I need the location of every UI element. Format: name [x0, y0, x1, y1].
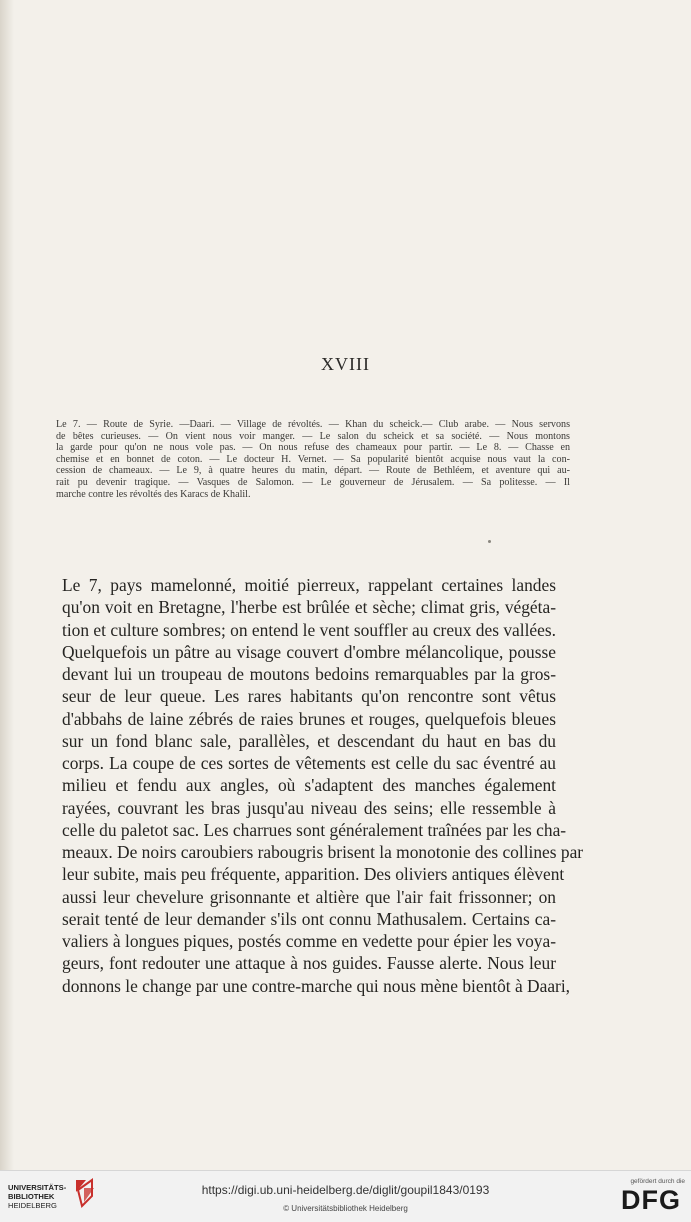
body-line: Le 7, pays mamelonné, moitié pierreux, rappelant certaines landes — [62, 575, 556, 595]
library-name-line: BIBLIOTHEK — [8, 1192, 55, 1201]
viewer-footer — [0, 1170, 691, 1222]
body-line: aussi leur chevelure grisonnante et altière que l'air fait frissonner; on — [62, 886, 556, 907]
library-name-line: HEIDELBERG — [8, 1201, 57, 1210]
body-line: devant lui un troupeau de moutons bedoins remarquables par la gros- — [62, 664, 556, 684]
body-line: sur un fond blanc sale, parallèles, et descendant du haut en bas du — [62, 730, 556, 751]
body-line: d'abbahs de laine zébrés de raies brunes et rouges, quelquefois bleues — [62, 708, 556, 729]
body-paragraph — [62, 574, 584, 997]
body-line: corps. La coupe de ces sortes de vêtements est celle du sac éventré au — [62, 753, 556, 773]
summary-line: marche contre les révoltés des Karacs de Khalil. — [56, 488, 251, 500]
body-line: leur subite, mais peu fréquente, apparition. Des oliviers antiques élèvent — [62, 864, 565, 885]
body-line: meaux. De noirs caroubiers rabougris brisent la monotonie des collines par — [62, 842, 584, 862]
body-line: Quelquefois un pâtre au visage couvert d'ombre mélancolique, pousse — [62, 641, 556, 662]
funding-caption: gefördert durch die — [630, 1178, 685, 1185]
dfg-logo-icon[interactable]: DFG — [621, 1185, 681, 1215]
summary-line: Le 7. — Route de Syrie. —Daari. — Village de révoltés. — Khan du scheick.— Club arabe. — Nous servons — [56, 419, 570, 430]
summary-line: rait pu devenir tragique. — Vasques de Salomon. — Le gouverneur de Jérusalem. — Sa politesse. — Il — [56, 476, 570, 488]
chapter-number: XVIII — [321, 354, 370, 374]
chapter-summary — [56, 419, 570, 500]
print-speck — [488, 540, 491, 543]
body-line: milieu et fendu aux angles, où s'adaptent des manches également — [62, 775, 556, 796]
body-line: serait tenté de leur demander s'ils ont connu Mathusalem. Certains ca- — [62, 908, 556, 929]
body-line: donnons le change par une contre-marche qui nous mène bientôt à Daari, — [62, 975, 571, 996]
body-line: tion et culture sombres; on entend le vent souffler au creux des vallées. — [62, 619, 556, 640]
summary-line: chemise et en bonnet de coton. — Le docteur H. Vernet. — Sa popularité bientôt acquise nous vaut la con- — [56, 453, 570, 465]
permalink-url[interactable]: https://digi.ub.uni-heidelberg.de/diglit/goupil1843/0193 — [201, 1183, 490, 1197]
library-name-line: UNIVERSITÄTS- — [8, 1183, 67, 1192]
copyright-notice: © Universitätsbibliothek Heidelberg — [283, 1204, 408, 1213]
body-line: geurs, font redouter une attaque à nos guides. Fausse alerte. Nous leur — [62, 953, 556, 974]
body-line: qu'on voit en Bretagne, l'herbe est brûlée et sèche; climat gris, végéta- — [62, 597, 556, 618]
summary-line: de bêtes curieuses. — On vient nous voir manger. — Le salon du scheick et sa société. — Nous montons — [56, 430, 570, 442]
body-line: seur de leur queue. Les rares habitants qu'on rencontre sont vêtus — [62, 686, 556, 707]
body-line: rayées, couvrant les bras jusqu'au niveau des seins; elle ressemble à — [62, 797, 556, 818]
page-gutter-shadow — [0, 0, 14, 1170]
body-line: celle du paletot sac. Les charrues sont généralement traînées par les cha- — [62, 819, 567, 840]
summary-line: la garde pour qu'on ne nous vole pas. — On nous refuse des chameaux pour partir. — Le 8. — Chasse en — [56, 442, 570, 454]
body-line: valiers à longues piques, postés comme en vedette pour épier les voya- — [62, 931, 556, 951]
summary-line: cession de chameaux. — Le 9, à quatre heures du matin, départ. — Route de Bethléem, et aventure qui au- — [56, 465, 570, 477]
